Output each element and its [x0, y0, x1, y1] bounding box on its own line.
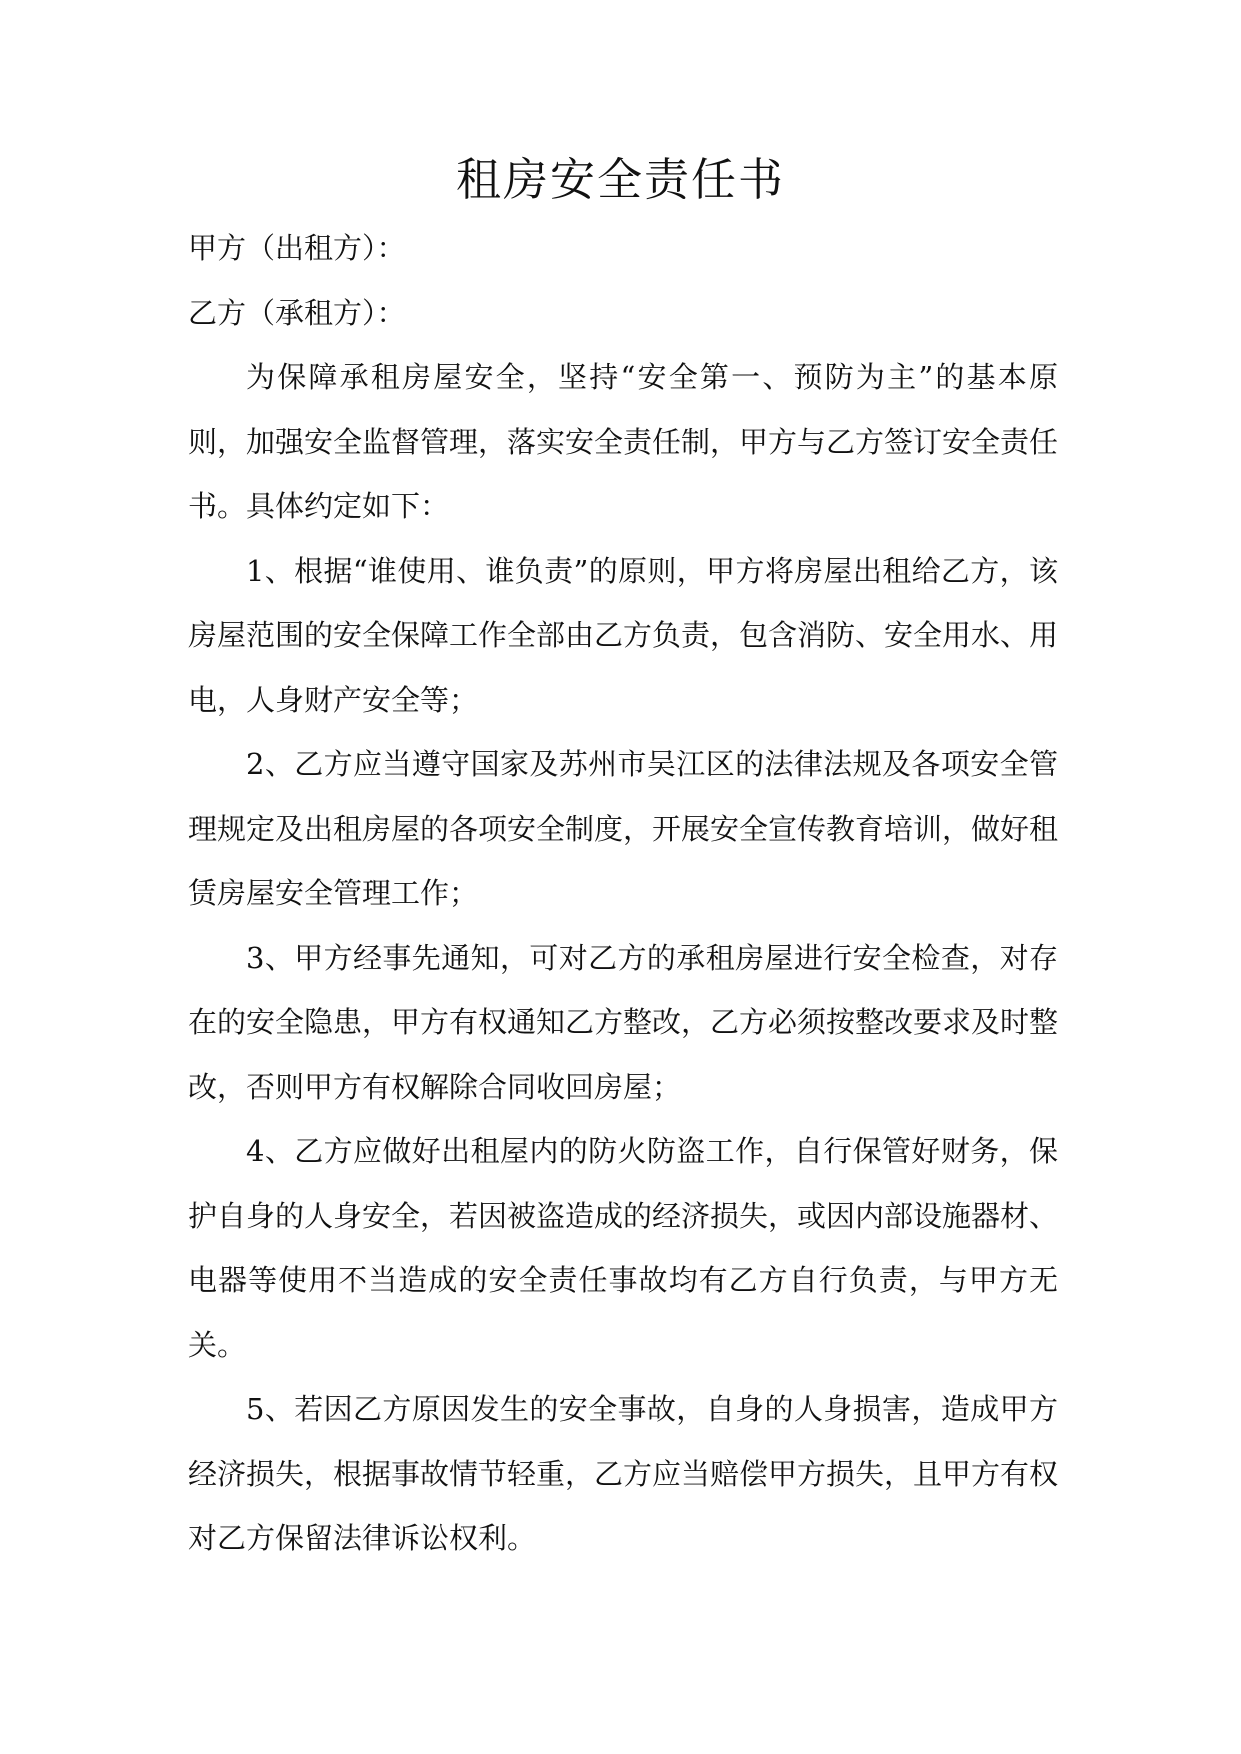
party-b-line: 乙方（承租方）：: [188, 295, 406, 330]
intro-paragraph: 为保障承租房屋安全，坚持“安全第一、预防为主”的基本原则，加强安全监督管理，落实安全责任制，甲方与乙方签订安全责任书。具体约定如下：: [188, 360, 1059, 523]
party-a-line: 甲方（出租方）：: [188, 231, 406, 265]
clause-3: 3、甲方经事先通知，可对乙方的承租房屋进行安全检查，对存在的安全隐患，甲方有权通知乙方整改，乙方必须按整改要求及时整改，否则甲方有权解除合同收回房屋；: [188, 940, 1059, 1104]
clause-5: 5、若因乙方原因发生的安全事故，自身的人身损害，造成甲方经济损失，根据事故情节轻重，乙方应当赔偿甲方损失，且甲方有权对乙方保留法律诉讼权利。: [188, 1392, 1059, 1555]
document-body: [188, 216, 1058, 1571]
clause-2: 2、乙方应当遵守国家及苏州市吴江区的法律法规及各项安全管理规定及出租房屋的各项安全制度，开展安全宣传教育培训，做好租赁房屋安全管理工作；: [188, 747, 1059, 910]
clause-1: 1、根据“谁使用、谁负责”的原则，甲方将房屋出租给乙方，该房屋范围的安全保障工作全部由乙方负责，包含消防、安全用水、用电，人身财产安全等；: [188, 553, 1059, 717]
document-title: 租房安全责任书: [455, 153, 785, 206]
clause-4: 4、乙方应做好出租屋内的防火防盗工作，自行保管好财务，保护自身的人身安全，若因被盗造成的经济损失，或因内部设施器材、电器等使用不当造成的安全责任事故均有乙方自行负责，与甲方无关。: [188, 1134, 1059, 1362]
